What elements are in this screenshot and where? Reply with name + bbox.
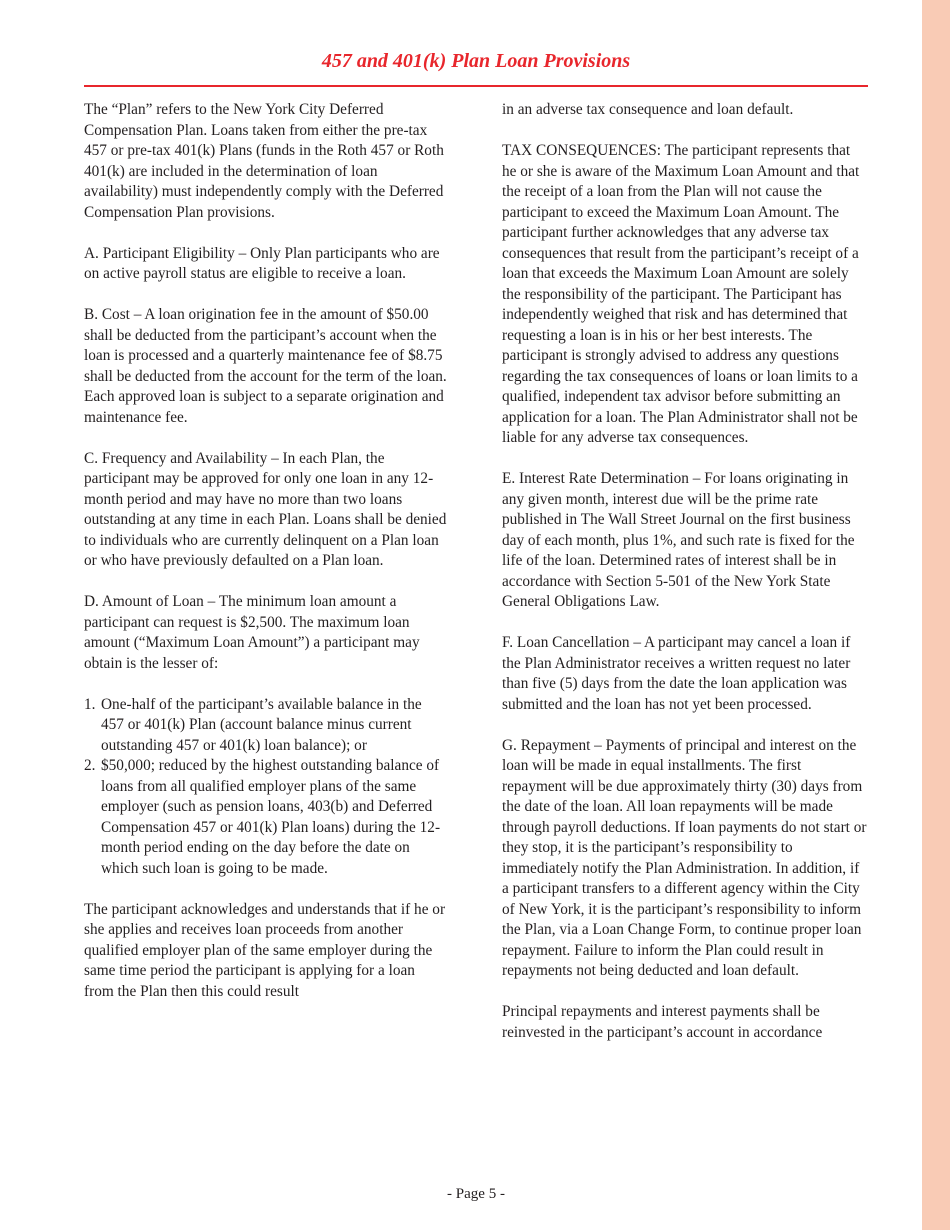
side-accent-bar [922,0,950,1230]
left-column [84,100,448,1023]
list-item [84,756,448,879]
section-c-frequency: C. Frequency and Availability – In each Plan, the participant may be approved for only one loan in any 12-month period and may have no more than two loans outstanding at any time in each Plan. Loans shall be denied to individuals who are currently delinquent on a Plan loan or who have previously defaulted on a Plan loan. [84,449,447,569]
list-item-text: One-half of the participant’s available balance in the 457 or 401(k) Plan (account balance minus current outstanding 457 or 401(k) loan balance); or [101,695,422,754]
section-a-eligibility: A. Participant Eligibility – Only Plan participants who are on active payroll status are eligible to receive a loan. [84,244,440,282]
list-item-number: 2. [84,757,96,774]
list-item-number: 1. [84,695,96,713]
list-item [84,695,448,757]
page-title: 457 and 401(k) Plan Loan Provisions [321,50,631,72]
right-column [502,100,868,1064]
reinvestment-paragraph: Principal repayments and interest payments shall be reinvested in the participant’s account in accordance [502,1003,823,1041]
tax-consequences-paragraph: TAX CONSEQUENCES: The participant represents that he or she is aware of the Maximum Loan Amount and that the receipt of a loan from the Plan will not cause the participant to exceed the Maximum Loan Amount. The participant further acknowledges that any adverse tax consequences that result from the participant’s receipt of a loan that exceeds the Maximum Loan Amount are solely the responsibility of the participant. The Participant has independently weighed that risk and has determined that requesting a loan is in his or her best interests. The participant is strongly advised to address any questions regarding the tax consequences of loans or loan limits to a qualified, independent tax advisor before submitting an application for a loan. The Plan Administrator shall not be liable for any adverse tax consequences. [502,142,860,446]
section-f-cancellation: F. Loan Cancellation – A participant may cancel a loan if the Plan Administrator receives a written request no later than five (5) days from the date the loan application was submitted and the loan has not yet been processed. [502,634,851,713]
section-d-amount: D. Amount of Loan – The minimum loan amount a participant can request is $2,500. The maximum loan amount (“Maximum Loan Amount”) a participant may obtain is the lesser of: [84,593,420,672]
section-g-repayment: G. Repayment – Payments of principal and interest on the loan will be made in equal installments. The first repayment will be due approximately thirty (30) days from the date of the loan. All loan repayments will be made through payroll deductions. If loan payments do not start or they stop, it is the participant’s responsibility to immediately notify the Plan Administration. In addition, if a participant transfers to a different agency within the City of New York, it is the participant’s responsibility to inform the Plan, via a Loan Change Form, to continue proper loan repayment. Failure to inform the Plan could result in repayments not being deducted and loan default. [502,736,867,979]
section-e-interest-rate: E. Interest Rate Determination – For loans originating in any given month, interest due will be the prime rate published in The Wall Street Journal on the first business day of each month, plus 1%, and such rate is fixed for the life of the loan. Determined rates of interest shall be in accordance with Section 5-501 of the New York State General Obligations Law. [502,470,855,610]
intro-paragraph: The “Plan” refers to the New York City Deferred Compensation Plan. Loans taken from either the pre-tax 457 or pre-tax 401(k) Plans (funds in the Roth 457 or Roth 401(k) are included in the determination of loan availability) must independently comply with the Deferred Compensation Plan provisions. [84,101,444,221]
page-number: - Page 5 - [447,1186,505,1202]
section-b-cost: B. Cost – A loan origination fee in the amount of $50.00 shall be deducted from the participant’s account when the loan is processed and a quarterly maintenance fee of $8.75 shall be deducted from the account for the term of the loan. Each approved loan is subject to a separate origination and maintenance fee. [84,306,447,426]
acknowledgement-paragraph: The participant acknowledges and understands that if he or she applies and receives loan proceeds from another qualified employer plan of the same employer during the same time period the participant is applying for a loan from the Plan then this could result [84,900,446,1000]
continuation-paragraph: in an adverse tax consequence and loan default. [502,101,794,118]
title-divider [84,85,868,87]
list-item-text: $50,000; reduced by the highest outstanding balance of loans from all qualified employer plans of the same employer (such as pension loans, 403(b) and Deferred Compensation 457 or 401(k) Plan loans) during the 12-month period ending on the day before the date on which such loan is going to be made. [101,757,441,877]
loan-amount-list [84,695,448,880]
